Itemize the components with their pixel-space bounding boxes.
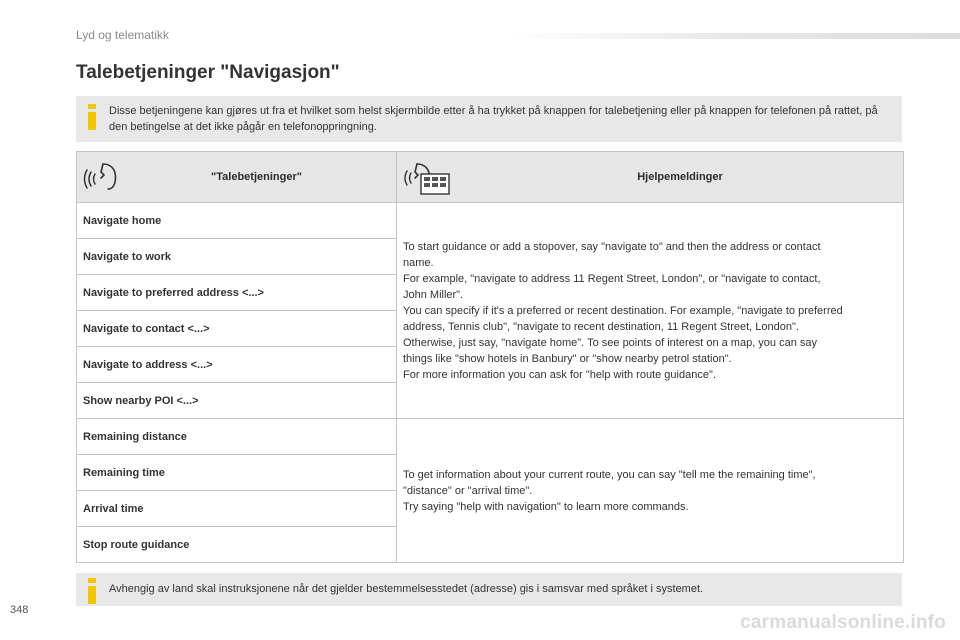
command-cell: Navigate to address <...>: [77, 347, 397, 383]
header-rule: [510, 33, 960, 39]
section-label: Lyd og telematikk: [76, 28, 169, 42]
command-cell: Navigate to work: [77, 239, 397, 275]
table-row: [77, 203, 904, 239]
command-cell: Navigate to preferred address <...>: [77, 275, 397, 311]
voice-commands-table: [76, 151, 904, 563]
command-cell: Remaining distance: [77, 419, 397, 455]
help-line: John Miller".: [403, 288, 464, 301]
table-row: [77, 419, 904, 455]
command-cell: Remaining time: [77, 455, 397, 491]
header-help: [397, 152, 904, 203]
header-commands-label: "Talebetjeninger": [211, 171, 302, 183]
command-cell: Arrival time: [77, 491, 397, 527]
voice-command-icon: [83, 160, 123, 194]
command-cell: Stop route guidance: [77, 527, 397, 563]
help-line: Try saying "help with navigation" to learn more commands.: [403, 500, 689, 513]
info-box-top: [76, 96, 902, 142]
help-line: address, Tennis club", "navigate to recent destination, 11 Regent Street, London".: [403, 320, 799, 333]
page-title: Talebetjeninger "Navigasjon": [76, 62, 340, 83]
command-cell: Show nearby POI <...>: [77, 383, 397, 419]
watermark: carmanualsonline.info: [740, 612, 946, 633]
voice-help-screen-icon: [403, 160, 455, 196]
help-line: name.: [403, 256, 434, 269]
help-cell-route-info: [397, 419, 904, 563]
help-line: To start guidance or add a stopover, say "navigate to" and then the address or contact: [403, 240, 821, 253]
help-line: For example, "navigate to address 11 Regent Street, London", or "navigate to contact,: [403, 272, 821, 285]
info-icon: [87, 104, 97, 130]
help-line: things like "show hotels in Banbury" or "show nearby petrol station".: [403, 352, 732, 365]
header-commands: [77, 152, 397, 203]
page-number: 348: [10, 604, 29, 616]
header-help-label: Hjelpemeldinger: [637, 171, 723, 183]
info-box-bottom: [76, 573, 902, 606]
help-line: For more information you can ask for "help with route guidance".: [403, 368, 716, 381]
info-icon: [87, 578, 97, 604]
help-line: To get information about your current route, you can say "tell me the remaining time",: [403, 468, 816, 481]
table-header-row: [77, 152, 904, 203]
command-cell: Navigate to contact <...>: [77, 311, 397, 347]
info-box-bottom-text: Avhengig av land skal instruksjonene når det gjelder bestemmelsesstedet (adresse) gis i samsvar med språket i systemet.: [109, 583, 704, 595]
help-line: "distance" or "arrival time".: [403, 484, 533, 497]
help-cell-navigation: [397, 203, 904, 419]
help-line: You can specify if it's a preferred or recent destination. For example, "navigate to preferred: [403, 304, 843, 317]
info-box-top-text: Disse betjeningene kan gjøres ut fra et hvilket som helst skjermbilde etter å ha trykket på knappen for talebetjening eller på knappen for telefonen på rattet, på den betingelse at det ikke pågår en telefonoppringning.: [109, 105, 878, 133]
command-cell: Navigate home: [77, 203, 397, 239]
help-line: Otherwise, just say, "navigate home". To see points of interest on a map, you can say: [403, 336, 818, 349]
